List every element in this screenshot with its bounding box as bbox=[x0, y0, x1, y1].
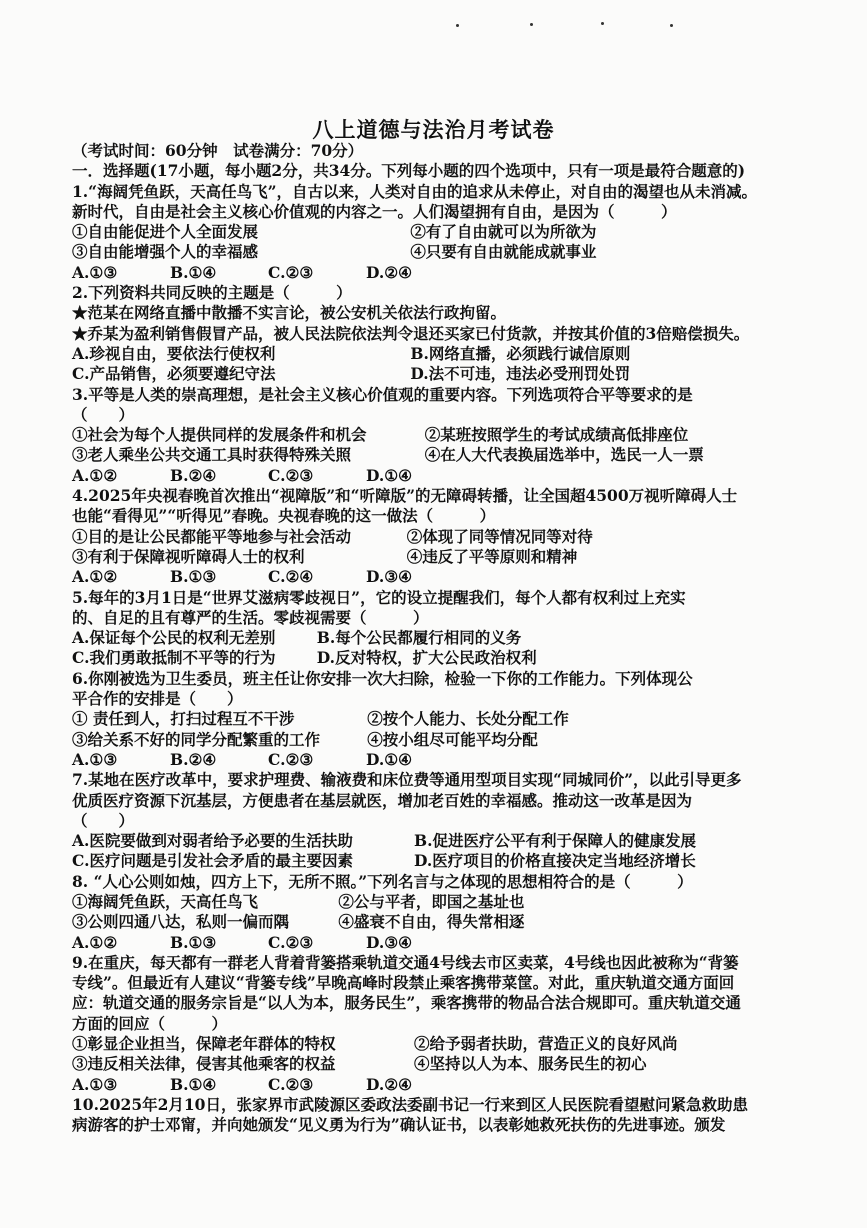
q9-options bbox=[72, 1075, 792, 1095]
option-c: C.②③ bbox=[268, 1074, 314, 1094]
q1-statements bbox=[72, 242, 792, 262]
statement: ①自由能促进个人全面发展 bbox=[72, 222, 259, 242]
q9-stem: 9.在重庆，每天都有一群老人背着背篓搭乘轨道交通4号线去市区卖菜，4号线也因此被称为“背篓 bbox=[72, 952, 739, 972]
option-b: B.①③ bbox=[170, 567, 217, 587]
statement: ④盛衰不自由，得失常相逐 bbox=[338, 912, 525, 932]
option-b: B.①④ bbox=[170, 1074, 217, 1094]
option-c: C.医疗问题是引发社会矛盾的最主要因素 bbox=[72, 851, 353, 871]
statement: ③给关系不好的同学分配繁重的工作 bbox=[72, 729, 321, 749]
scan-speck bbox=[601, 22, 604, 25]
option-b: B.促进医疗公平有利于保障人的健康发展 bbox=[414, 831, 696, 851]
q2-material: ★乔某为盈利销售假冒产品，被人民法院依法判令退还买家已付货款，并按其价值的3倍赔偿损失。 bbox=[72, 323, 750, 343]
option-a: A.医院要做到对弱者给予必要的生活扶助 bbox=[72, 831, 353, 851]
q3-options bbox=[72, 466, 792, 486]
option-b: B.网络直播，必须践行诚信原则 bbox=[410, 343, 631, 363]
exam-info: （考试时间：60分钟 试卷满分：70分） bbox=[72, 141, 364, 160]
q6-stem: 平合作的安排是（ ） bbox=[72, 689, 243, 709]
option-c: C.②③ bbox=[268, 262, 314, 282]
q10-stem: 病游客的护士邓甯，并向她颁发“见义勇为行为”确认证书，以表彰她救死扶伤的先进事迹。颁发 bbox=[72, 1115, 726, 1135]
q7-options bbox=[72, 831, 792, 851]
q5-options bbox=[72, 628, 792, 648]
q3-statements bbox=[72, 445, 792, 465]
statement: ②体现了同等情况同等对待 bbox=[406, 526, 593, 546]
option-d: D.法不可违，违法必受刑罚处罚 bbox=[410, 364, 631, 384]
statement: ②公与平者，即国之基址也 bbox=[338, 891, 525, 911]
statement: ④违反了平等原则和精神 bbox=[406, 546, 578, 566]
statement: ④按小组尽可能平均分配 bbox=[367, 729, 538, 749]
option-c: C.产品销售，必须要遵纪守法 bbox=[72, 364, 276, 384]
q5-stem: 5.每年的3月1日是“世界艾滋病零歧视日”，它的设立提醒我们，每个人都有权利过上充实 bbox=[72, 587, 686, 607]
statement: ②按个人能力、长处分配工作 bbox=[367, 709, 569, 729]
statement: ③有利于保障视听障碍人士的权利 bbox=[72, 546, 305, 566]
option-b: B.①③ bbox=[170, 932, 217, 952]
q1-statements bbox=[72, 222, 792, 242]
statement: ②某班按照学生的考试成绩高低排座位 bbox=[424, 425, 689, 445]
q6-stem: 6.你刚被选为卫生委员，班主任让你安排一次大扫除，检验一下你的工作能力。下列体现公 bbox=[72, 668, 693, 688]
statement: ④在人大代表换届选举中，选民一人一票 bbox=[424, 445, 704, 465]
scan-speck bbox=[530, 23, 533, 26]
q9-stem: 方面的回应（ ） bbox=[72, 1013, 228, 1033]
q6-statements bbox=[72, 730, 792, 750]
q3-stem: （ ） bbox=[72, 404, 135, 424]
statement: ①目的是让公民都能平等地参与社会活动 bbox=[72, 526, 352, 546]
q10-stem: 10.2025年2月10日，张家界市武陵源区委政法委副书记一行来到区人民医院看望慰问紧急救助患 bbox=[72, 1094, 748, 1114]
q4-stem: 也能“看得见”“听得见”春晚。央视春晚的这一做法（ ） bbox=[72, 506, 496, 526]
q1-stem: 1.“海阔凭鱼跃，天高任鸟飞”，自古以来，人类对自由的追求从未停止，对自由的渴望也从未消减。 bbox=[72, 181, 758, 201]
statement: ① 责任到人，打扫过程互不干涉 bbox=[72, 709, 295, 729]
statement: ④坚持以人为本、服务民生的初心 bbox=[414, 1054, 647, 1074]
option-d: D.①④ bbox=[366, 749, 413, 769]
option-c: C.我们勇敢抵制不平等的行为 bbox=[72, 648, 276, 668]
statement: ③公则四通八达，私则一偏而隅 bbox=[72, 912, 290, 932]
option-d: D.①④ bbox=[366, 465, 413, 485]
q9-statements bbox=[72, 1054, 792, 1074]
option-a: A.①② bbox=[72, 932, 118, 952]
q4-stem: 4.2025年央视春晚首次推出“视障版”和“听障版”的无障碍转播，让全国超4500万视听障碍人士 bbox=[72, 486, 738, 506]
option-b: B.②④ bbox=[170, 749, 217, 769]
statement: ②有了自由就可以为所欲为 bbox=[410, 222, 597, 242]
option-a: A.①③ bbox=[72, 749, 118, 769]
option-a: A.①③ bbox=[72, 1074, 118, 1094]
option-c: C.②③ bbox=[268, 465, 314, 485]
exam-content bbox=[72, 141, 792, 1136]
q8-options bbox=[72, 933, 792, 953]
q1-options bbox=[72, 263, 792, 283]
option-b: B.①④ bbox=[170, 262, 217, 282]
q3-stem: 3.平等是人类的崇高理想，是社会主义核心价值观的重要内容。下列选项符合平等要求的是 bbox=[72, 384, 693, 404]
q9-stem: 应：轨道交通的服务宗旨是“以人为本，服务民生”，乘客携带的物品合法合规即可。重庆轨道交通 bbox=[72, 993, 741, 1013]
option-a: A.保证每个公民的权利无差别 bbox=[72, 628, 276, 648]
statement: ④只要有自由就能成就事业 bbox=[410, 242, 597, 262]
q6-statements bbox=[72, 709, 792, 729]
scan-speck bbox=[456, 24, 459, 27]
option-d: D.③④ bbox=[366, 932, 413, 952]
option-c: C.②④ bbox=[268, 567, 314, 587]
q5-stem: 的、自足的且有尊严的生活。零歧视需要（ ） bbox=[72, 607, 429, 627]
q9-statements bbox=[72, 1034, 792, 1054]
statement: ③违反相关法律，侵害其他乘客的权益 bbox=[72, 1054, 336, 1074]
q7-options bbox=[72, 851, 792, 871]
option-d: D.②④ bbox=[366, 262, 413, 282]
scan-speck bbox=[670, 24, 673, 27]
q4-options bbox=[72, 567, 792, 587]
q7-stem: 7.某地在医疗改革中，要求护理费、输液费和床位费等通用型项目实现“同城同价”，以此引导更多 bbox=[72, 770, 742, 790]
q8-statements bbox=[72, 912, 792, 932]
statement: ③自由能增强个人的幸福感 bbox=[72, 242, 259, 262]
option-a: A.①③ bbox=[72, 262, 118, 282]
option-d: D.③④ bbox=[366, 567, 413, 587]
statement: ①彰显企业担当，保障老年群体的特权 bbox=[72, 1034, 336, 1054]
q4-statements bbox=[72, 547, 792, 567]
option-d: D.②④ bbox=[366, 1074, 413, 1094]
q8-statements bbox=[72, 892, 792, 912]
q6-options bbox=[72, 750, 792, 770]
q1-stem: 新时代，自由是社会主义核心价值观的内容之一。人们渴望拥有自由，是因为（ ） bbox=[72, 201, 677, 221]
q7-stem: （ ） bbox=[72, 810, 135, 830]
q2-options bbox=[72, 344, 792, 364]
q8-stem: 8. “人心公则如烛，四方上下，无所不照。”下列名言与之体现的思想相符合的是（ ） bbox=[72, 871, 693, 891]
section-header: 一．选择题(17小题，每小题2分，共34分。下列每小题的四个选项中，只有一项是最符合题意的) bbox=[72, 161, 746, 181]
option-c: C.②③ bbox=[268, 749, 314, 769]
q9-stem: 专线”。但最近有人建议“背篓专线”早晚高峰时段禁止乘客携带菜筐。对此，重庆轨道交通方面回 bbox=[72, 973, 735, 993]
option-a: A.①② bbox=[72, 567, 118, 587]
q5-options bbox=[72, 648, 792, 668]
option-d: D.医疗项目的价格直接决定当地经济增长 bbox=[414, 851, 696, 871]
q3-statements bbox=[72, 425, 792, 445]
q7-stem: 优质医疗资源下沉基层，方便患者在基层就医，增加老百姓的幸福感。推动这一改革是因为 bbox=[72, 790, 693, 810]
exam-title: 八上道德与法治月考试卷 bbox=[312, 117, 555, 142]
q2-material: ★范某在网络直播中散播不实言论，被公安机关依法行政拘留。 bbox=[72, 303, 507, 323]
q2-options bbox=[72, 364, 792, 384]
statement: ①社会为每个人提供同样的发展条件和机会 bbox=[72, 425, 367, 445]
statement: ②给予弱者扶助，营造正义的良好风尚 bbox=[414, 1034, 678, 1054]
option-d: D.反对特权，扩大公民政治权利 bbox=[316, 648, 537, 668]
statement: ③老人乘坐公共交通工具时获得特殊关照 bbox=[72, 445, 352, 465]
option-c: C.②③ bbox=[268, 932, 314, 952]
statement: ①海阔凭鱼跃，天高任鸟飞 bbox=[72, 891, 259, 911]
option-b: B.每个公民都履行相同的义务 bbox=[316, 628, 522, 648]
option-a: A.珍视自由，要依法行使权利 bbox=[72, 343, 276, 363]
q4-statements bbox=[72, 527, 792, 547]
q2-stem: 2.下列资料共同反映的主题是（ ） bbox=[72, 283, 352, 303]
option-b: B.②④ bbox=[170, 465, 217, 485]
option-a: A.①② bbox=[72, 465, 118, 485]
